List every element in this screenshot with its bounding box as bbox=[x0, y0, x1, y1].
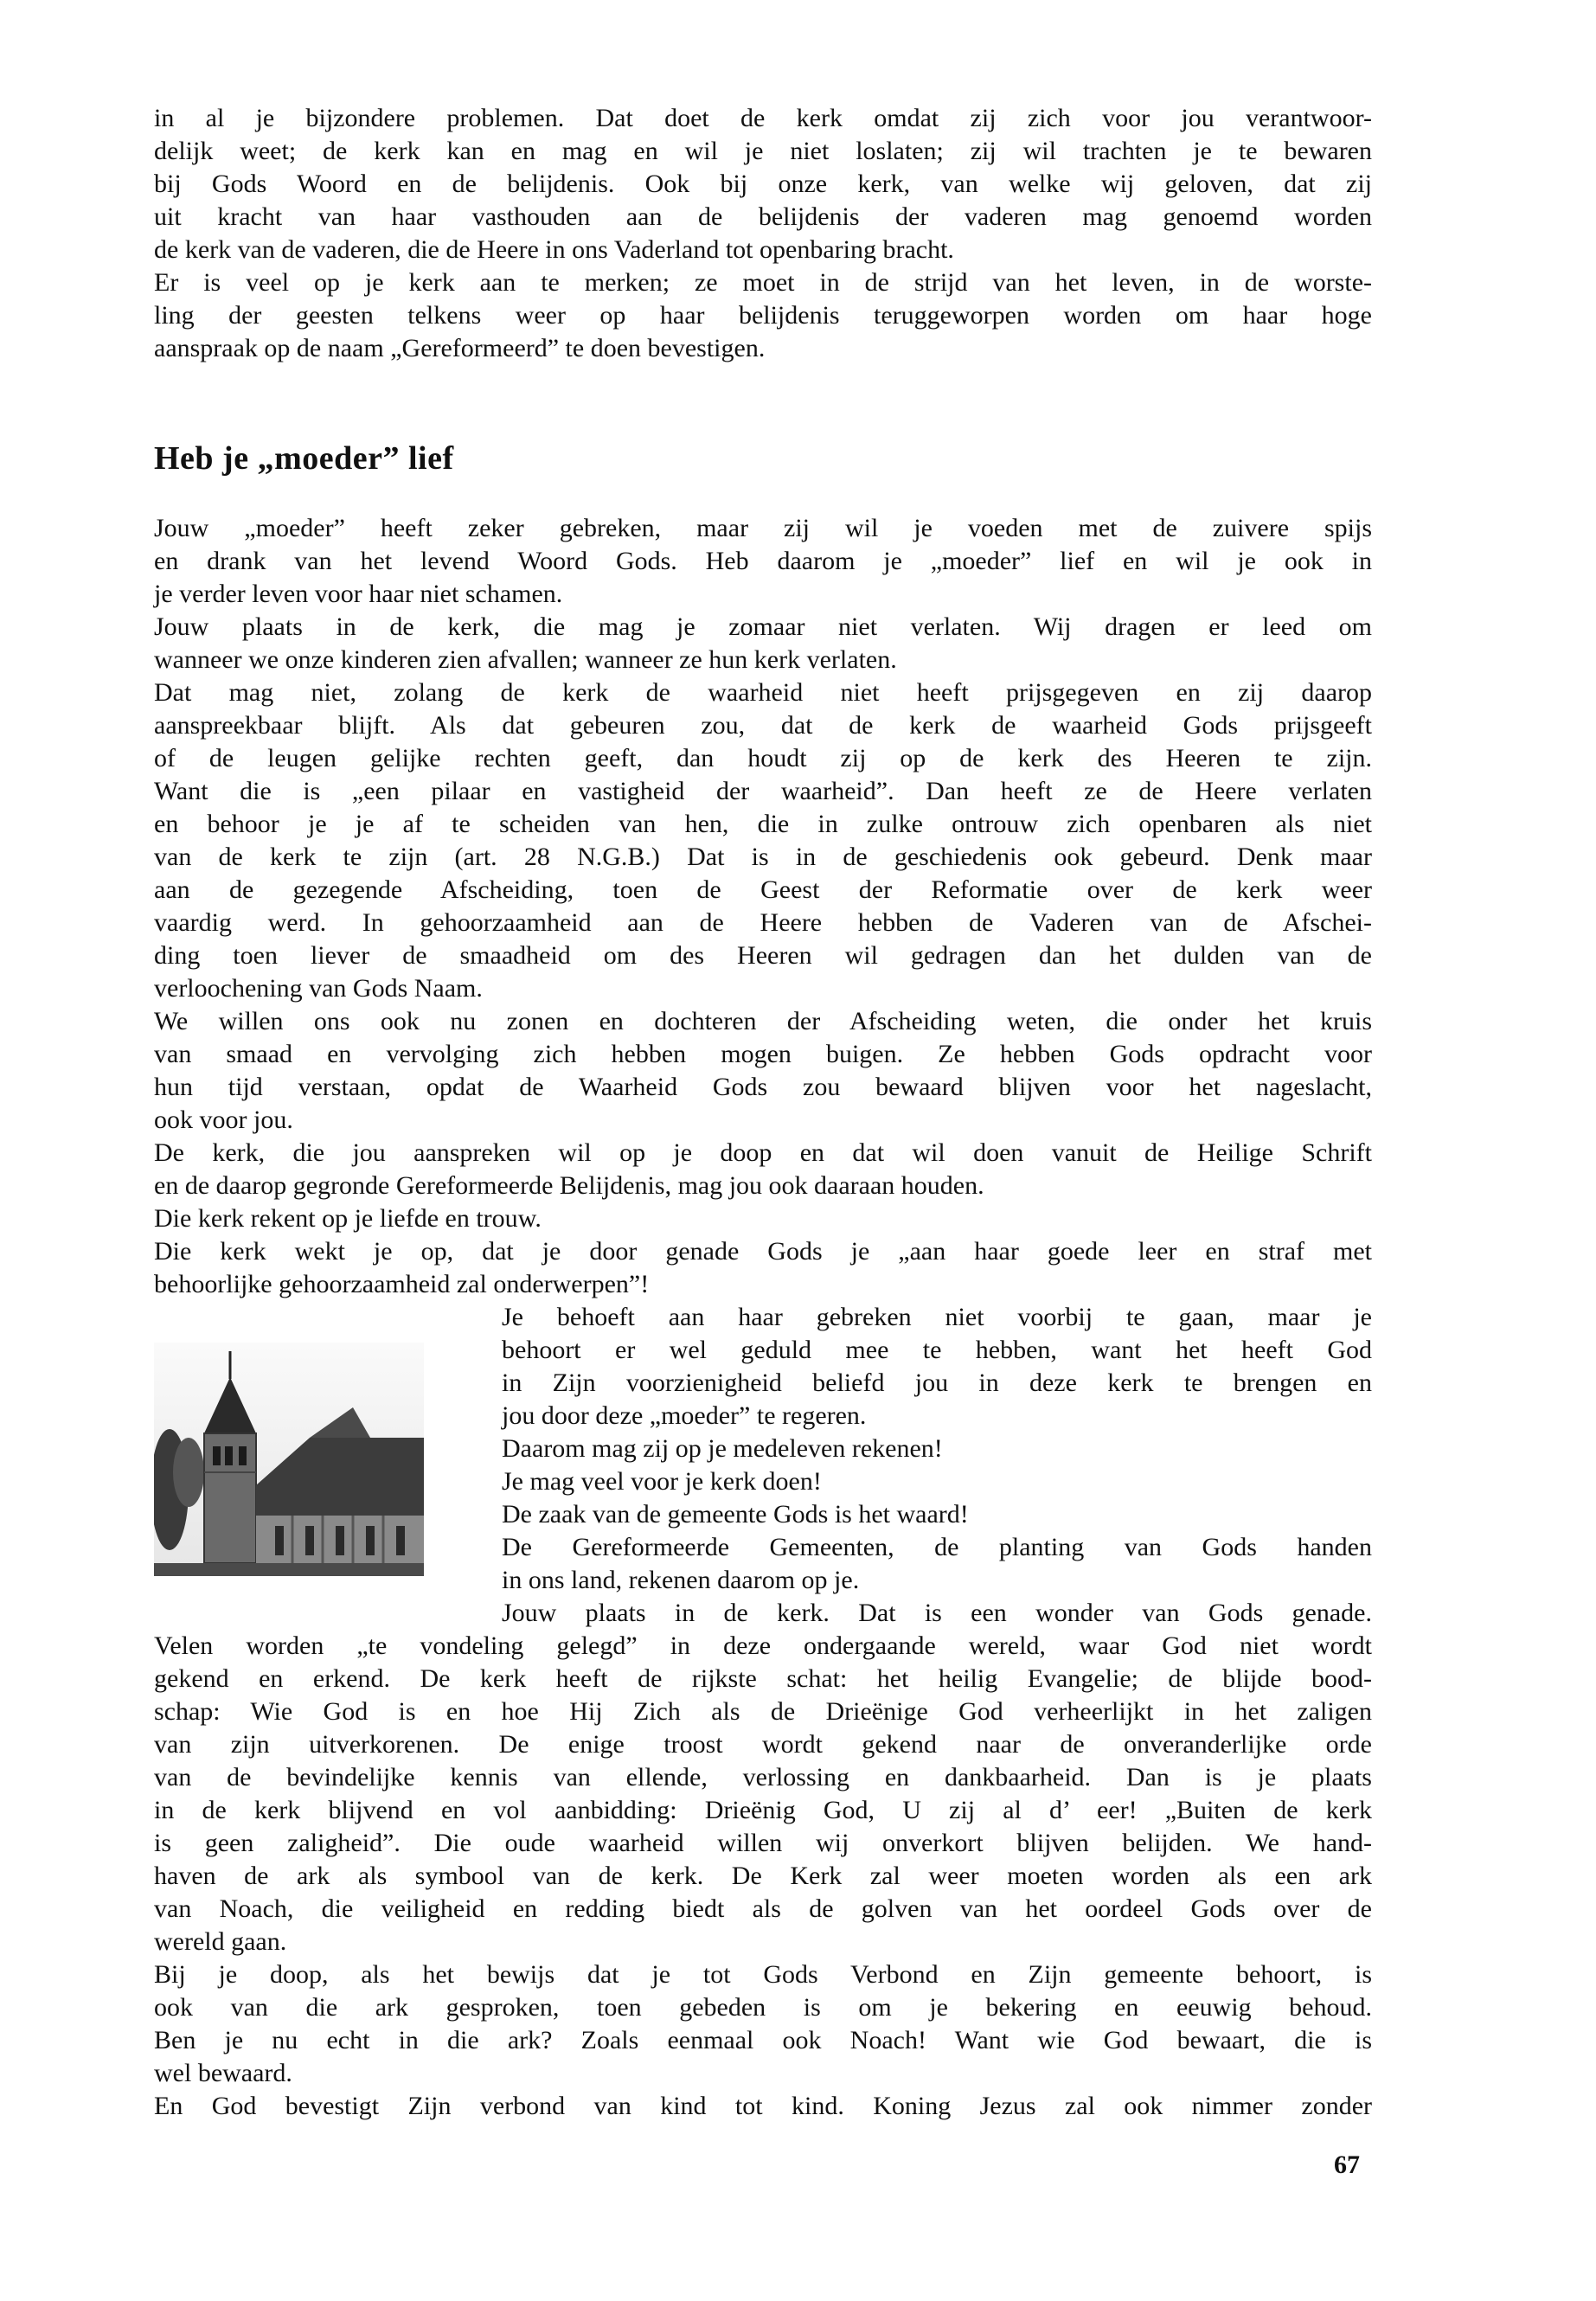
text-line: Jouw plaats in de kerk, die mag je zomaar niet verlaten. Wij dragen er leed om bbox=[154, 612, 1372, 641]
text-line: Ben je nu echt in die ark? Zoals eenmaal ook Noach! Want wie God bewaart, die is bbox=[154, 2026, 1372, 2054]
text-line: Dat mag niet, zolang de kerk de waarheid niet heeft prijsgegeven en zij daarop bbox=[154, 678, 1372, 707]
text-line: haven de ark als symbool van de kerk. De Kerk zal weer moeten worden als een ark bbox=[154, 1862, 1372, 1890]
text-line: De zaak van de gemeente Gods is het waard! bbox=[502, 1500, 969, 1529]
text-line: delijk weet; de kerk kan en mag en wil je niet loslaten; zij wil trachten je te bewaren bbox=[154, 137, 1372, 165]
text-line: van zijn uitverkorenen. De enige troost wordt gekend naar de onveranderlijke orde bbox=[154, 1730, 1372, 1759]
text-line: of de leugen gelijke rechten geeft, dan houdt zij op de kerk des Heeren te zijn. bbox=[154, 744, 1372, 772]
text-line: Je mag veel voor je kerk doen! bbox=[502, 1467, 822, 1496]
text-line: Bij je doop, als het bewijs dat je tot Gods Verbond en Zijn gemeente behoort, is bbox=[154, 1960, 1372, 1989]
text-line: Want die is „een pilaar en vastigheid der waarheid”. Dan heeft ze de Heere verlaten bbox=[154, 777, 1372, 805]
text-line: Je behoeft aan haar gebreken niet voorbij te gaan, maar je bbox=[502, 1303, 1372, 1331]
text-line: Velen worden „te vondeling gelegd” in deze ondergaande wereld, waar God niet wordt bbox=[154, 1631, 1372, 1660]
text-line: ding toen liever de smaadheid om des Heeren wil gedragen dan het dulden van de bbox=[154, 941, 1372, 970]
text-line: je verder leven voor haar niet schamen. bbox=[154, 580, 563, 608]
text-line: aanspraak op de naam „Gereformeerd” te doen bevestigen. bbox=[154, 334, 766, 362]
text-line: van Noach, die veiligheid en redding biedt als de golven van het oordeel Gods over de bbox=[154, 1894, 1372, 1923]
text-line: aanspreekbaar blijft. Als dat gebeuren zou, dat de kerk de waarheid Gods prijsgeeft bbox=[154, 711, 1372, 740]
text-line: behoort er wel geduld mee te hebben, want het heeft God bbox=[502, 1336, 1372, 1364]
text-line: ling der geesten telkens weer op haar belijdenis teruggeworpen worden om haar hoge bbox=[154, 301, 1372, 330]
text-line: van de bevindelijke kennis van ellende, verlossing en dankbaarheid. Dan is je plaats bbox=[154, 1763, 1372, 1791]
text-line: en behoor je je af te scheiden van hen, die in zulke ontrouw zich openbaren als niet bbox=[154, 810, 1372, 838]
text-line: uit kracht van haar vasthouden aan de belijdenis der vaderen mag genoemd worden bbox=[154, 202, 1372, 231]
text-line: en drank van het levend Woord Gods. Heb daarom je „moeder” lief en wil je ook in bbox=[154, 547, 1372, 575]
text-line: hun tijd verstaan, opdat de Waarheid Gods zou bewaard blijven voor het nageslacht, bbox=[154, 1073, 1372, 1101]
text-line: Die kerk wekt je op, dat je door genade Gods je „aan haar goede leer en straf met bbox=[154, 1237, 1372, 1266]
text-line: wereld gaan. bbox=[154, 1927, 287, 1956]
text-line: verloochening van Gods Naam. bbox=[154, 974, 483, 1003]
text-line: Daarom mag zij op je medeleven rekenen! bbox=[502, 1434, 943, 1463]
text-line: in de kerk blijvend en vol aanbidding: Drieënig God, U zij al d’ eer! „Buiten de kerk bbox=[154, 1796, 1372, 1824]
text-line: is geen zaligheid”. Die oude waarheid willen wij onverkort blijven belijden. We hand- bbox=[154, 1829, 1372, 1857]
text-line: jou door deze „moeder” te regeren. bbox=[502, 1401, 867, 1430]
text-line: Die kerk rekent op je liefde en trouw. bbox=[154, 1204, 542, 1233]
text-line: en de daarop gegronde Gereformeerde Belijdenis, mag jou ook daaraan houden. bbox=[154, 1171, 984, 1200]
text-line: wel bewaard. bbox=[154, 2059, 292, 2087]
text-line: schap: Wie God is en hoe Hij Zich als de Drieënige God verheerlijkt in het zaligen bbox=[154, 1697, 1372, 1726]
text-line: wanneer we onze kinderen zien afvallen; wanneer ze hun kerk verlaten. bbox=[154, 645, 897, 674]
text-line: ook van die ark gesproken, toen gebeden is om je bekering en eeuwig behoud. bbox=[154, 1993, 1372, 2022]
text-line: behoorlijke gehoorzaamheid zal onderwerpen”! bbox=[154, 1270, 650, 1298]
text-line: En God bevestigt Zijn verbond van kind tot kind. Koning Jezus zal ook nimmer zonder bbox=[154, 2092, 1372, 2120]
text-line: de kerk van de vaderen, die de Heere in ons Vaderland tot openbaring bracht. bbox=[154, 235, 954, 264]
text-line: De kerk, die jou aanspreken wil op je doop en dat wil doen vanuit de Heilige Schrift bbox=[154, 1138, 1372, 1167]
section-heading: Heb je „moeder” lief bbox=[154, 440, 454, 477]
text-line: in ons land, rekenen daarom op je. bbox=[502, 1566, 860, 1594]
text-line: De Gereformeerde Gemeenten, de planting van Gods handen bbox=[502, 1533, 1372, 1561]
page-number: 67 bbox=[1334, 2150, 1360, 2179]
text-line: Jouw plaats in de kerk. Dat is een wonder van Gods genade. bbox=[502, 1599, 1372, 1627]
text-line: van smaad en vervolging zich hebben mogen buigen. Ze hebben Gods opdracht voor bbox=[154, 1040, 1372, 1068]
text-line: ook voor jou. bbox=[154, 1106, 293, 1134]
text-line: van de kerk te zijn (art. 28 N.G.B.) Dat is in de geschiedenis ook gebeurd. Denk maar bbox=[154, 843, 1372, 871]
text-line: in Zijn voorzienigheid beliefd jou in deze kerk te brengen en bbox=[502, 1368, 1372, 1397]
text-line: Er is veel op je kerk aan te merken; ze moet in de strijd van het leven, in de worste- bbox=[154, 268, 1372, 297]
text-line: Jouw „moeder” heeft zeker gebreken, maar zij wil je voeden met de zuivere spijs bbox=[154, 514, 1372, 542]
text-line: in al je bijzondere problemen. Dat doet de kerk omdat zij zich voor jou verantwoor- bbox=[154, 104, 1372, 132]
text-line: aan de gezegende Afscheiding, toen de Geest der Reformatie over de kerk weer bbox=[154, 875, 1372, 904]
church-photo bbox=[154, 1343, 424, 1576]
text-line: bij Gods Woord en de belijdenis. Ook bij onze kerk, van welke wij geloven, dat zij bbox=[154, 170, 1372, 198]
text-line: vaardig werd. In gehoorzaamheid aan de Heere hebben de Vaderen van de Afschei- bbox=[154, 908, 1372, 937]
text-line: gekend en erkend. De kerk heeft de rijkste schat: het heilig Evangelie; de blijde bood- bbox=[154, 1664, 1372, 1693]
text-line: We willen ons ook nu zonen en dochteren der Afscheiding weten, die onder het kruis bbox=[154, 1007, 1372, 1035]
